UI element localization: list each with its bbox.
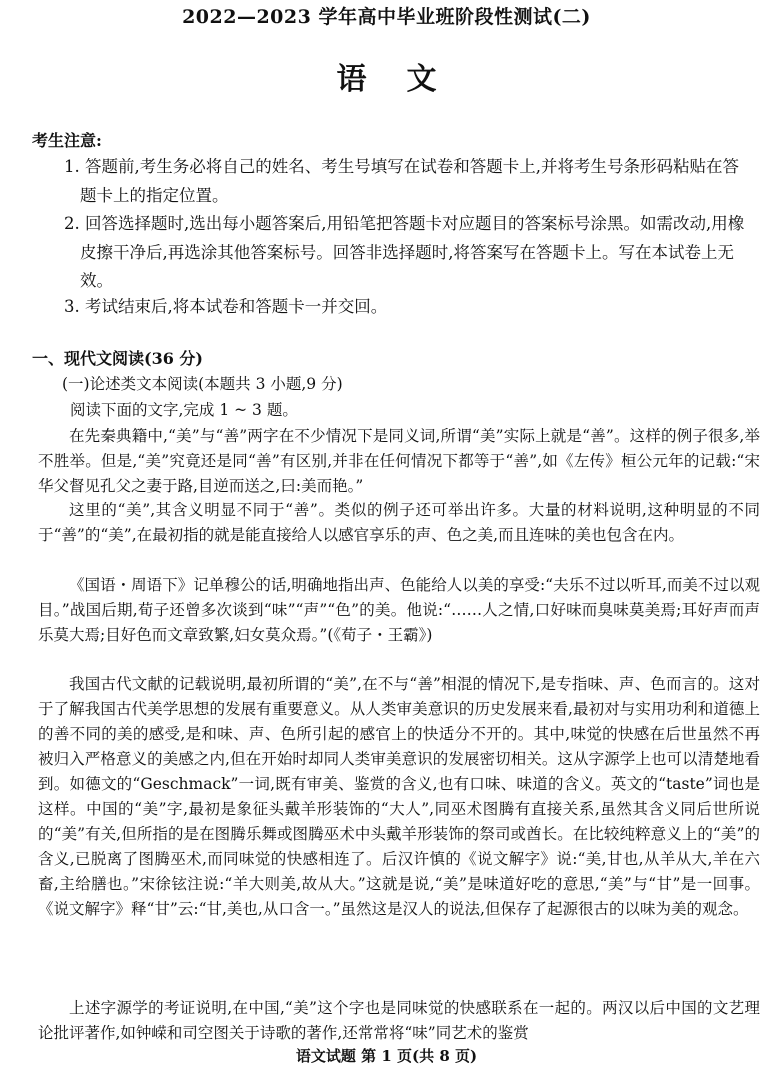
- reading-instruction: 阅读下面的文字,完成 1 ~ 3 题。: [70, 401, 298, 419]
- sub-heading: (一)论述类文本阅读(本题共 3 小题,9 分): [62, 375, 343, 393]
- page-footer: 语文试题 第 1 页(共 8 页): [295, 1047, 478, 1065]
- passage-paragraph-4: 我国古代文献的记载说明,最初所谓的“美”,在不与“善”相混的情况下,是专指味、声、色而言的。这对于了解我国古代美学思想的发展有重要意义。从人类审美意识的历史发展来看,最初对与实用功利和道德上的善不同的美的感受,是和味、声、色所引起的感官上的快适分不开的。其中,味觉的快感在后世虽然不再被归入严格意义的美感之内,但在开始时却同人类审美意识的发展密切相关。这从字源学上也可以清楚地看到。如德文的“Geschmack”一词,既有审美、鉴赏的含义,也有口味、味道的含义。英文的“taste”词也是这样。中国的“美”字,最初是象征头戴羊形装饰的“大人”,同巫术图腾有直接关系,虽然其含义同后世所说的“美”有关,但所指的是在图腾乐舞或图腾巫术中头戴羊形装饰的祭司或酋长。在比较纯粹意义上的“美”的含义,已脱离了图腾巫术,而同味觉的快感相连了。后汉许慎的《说文解字》说:“美,甘也,从羊从大,羊在六畜,主给膳也。”宋徐铉注说:“羊大则美,故从大。”这就是说,“美”是味道好吃的意思,“美”与“甘”是一回事。《说文解字》释“甘”云:“甘,美也,从口含一。”虽然这是汉人的说法,但保存了起源很古的以味为美的观念。: [38, 675, 760, 918]
- notice-item-2: 2. 回答选择题时,选出每小题答案后,用铅笔把答题卡对应题目的答案标号涂黑。如需改动,用橡皮擦干净后,再选涂其他答案标号。回答非选择题时,将答案写在答题卡上。写在本试卷上无效。: [64, 214, 745, 290]
- passage-paragraph-3: 《国语・周语下》记单穆公的话,明确地指出声、色能给人以美的享受:“夫乐不过以听耳,而美不过以观目。”战国后期,荀子还曾多次谈到“味”“声”“色”的美。他说:“……人之情,口好味而臭味莫美焉;耳好声而声乐莫大焉;目好色而文章致繁,妇女莫众焉。”(《荀子・王霸》): [38, 576, 760, 644]
- notice-label: 考生注意:: [32, 131, 102, 150]
- exam-title: 2022—2023 学年高中毕业班阶段性测试(二): [182, 6, 591, 28]
- subject-title: 语文: [336, 62, 477, 97]
- section-heading: 一、现代文阅读(36 分): [32, 349, 203, 368]
- passage-paragraph-2: 这里的“美”,其含义明显不同于“善”。类似的例子还可举出许多。大量的材料说明,这种明显的不同于“善”的“美”,在最初指的就是能直接给人以感官享乐的声、色之美,而且连味的美也包含在内。: [38, 501, 760, 544]
- passage-paragraph-1: 在先秦典籍中,“美”与“善”两字在不少情况下是同义词,所谓“美”实际上就是“善”。这样的例子很多,举不胜举。但是,“美”究竟还是同“善”有区别,并非在任何情况下都等于“善”,如《左传》桓公元年的记载:“宋华父督见孔父之妻于路,目逆而送之,曰:美而艳。”: [38, 427, 760, 495]
- passage-paragraph-5: 上述字源学的考证说明,在中国,“美”这个字也是同味觉的快感联系在一起的。两汉以后中国的文艺理论批评著作,如钟嵘和司空图关于诗歌的著作,还常常将“味”同艺术的鉴赏: [38, 999, 760, 1042]
- notice-item-1: 1. 答题前,考生务必将自己的姓名、考生号填写在试卷和答题卡上,并将考生号条形码粘贴在答题卡上的指定位置。: [64, 157, 739, 205]
- notice-item-3: 3. 考试结束后,将本试卷和答题卡一并交回。: [64, 297, 388, 316]
